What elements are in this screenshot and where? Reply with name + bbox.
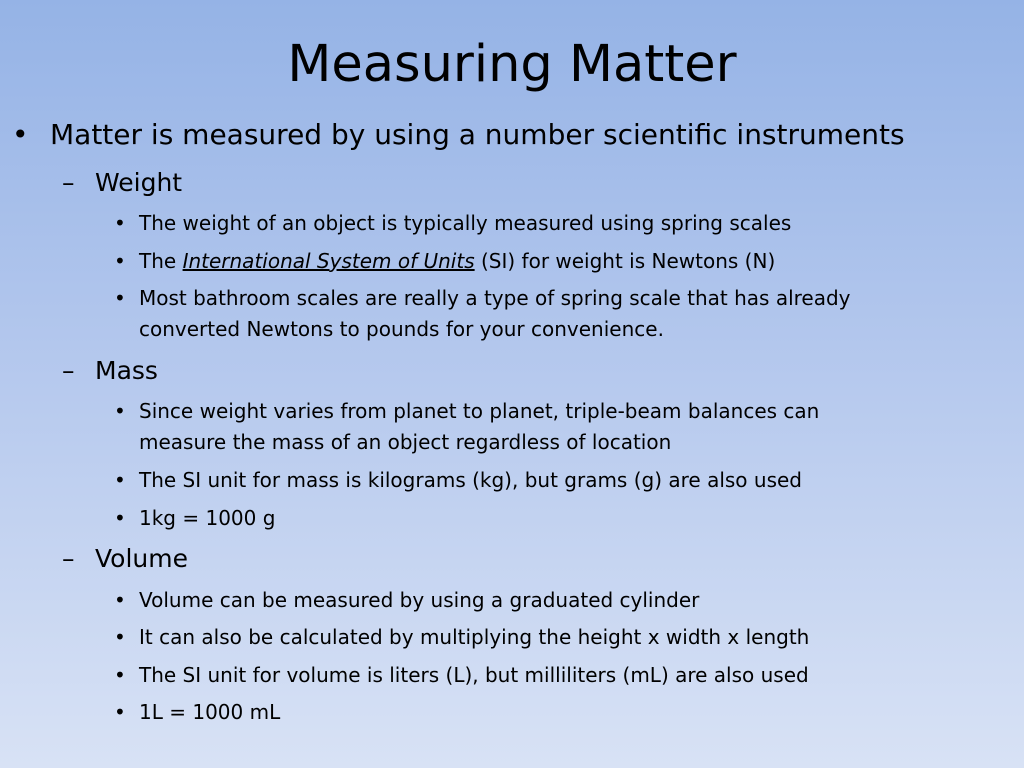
slide-title: Measuring Matter	[287, 35, 737, 94]
volume-item-2	[114, 622, 810, 653]
volume-item-2-text: It can also be calculated by multiplying the height x width x length	[139, 625, 810, 649]
mass-item-3-text: 1kg = 1000 g	[139, 506, 276, 530]
weight-item-3-line1: Most bathroom scales are really a type of spring scale that has already	[139, 286, 851, 310]
weight-item-2-suffix: (SI) for weight is Newtons (N)	[474, 249, 776, 273]
main-bullet-text: Matter is measured by using a number scientific instruments	[50, 118, 905, 151]
weight-item-3-line2: converted Newtons to pounds for your convenience.	[139, 317, 664, 341]
bullet-icon: •	[114, 663, 126, 687]
bullet-icon: •	[114, 468, 126, 492]
bullet-icon: •	[114, 700, 126, 724]
weight-item-2-prefix: The	[139, 249, 183, 273]
volume-item-3	[114, 660, 809, 691]
volume-item-4	[114, 697, 281, 728]
mass-item-1	[114, 396, 820, 458]
mass-item-2-text: The SI unit for mass is kilograms (kg), but grams (g) are also used	[139, 468, 802, 492]
volume-item-1	[114, 585, 700, 616]
mass-heading-text: Mass	[95, 356, 158, 385]
bullet-icon: •	[114, 249, 126, 273]
dash-icon: –	[62, 356, 75, 385]
volume-heading	[62, 542, 188, 576]
weight-item-1	[114, 208, 792, 239]
mass-item-2	[114, 465, 802, 496]
weight-heading-text: Weight	[95, 168, 183, 197]
dash-icon: –	[62, 168, 75, 197]
bullet-icon: •	[12, 118, 29, 151]
si-link[interactable]: International System of Units	[182, 249, 475, 273]
bullet-icon: •	[114, 286, 126, 310]
volume-heading-text: Volume	[95, 544, 188, 573]
volume-item-4-text: 1L = 1000 mL	[139, 700, 281, 724]
mass-item-1-line2: measure the mass of an object regardless of location	[139, 430, 672, 454]
bullet-icon: •	[114, 506, 126, 530]
bullet-icon: •	[114, 588, 126, 612]
volume-item-1-text: Volume can be measured by using a graduated cylinder	[139, 588, 700, 612]
bullet-icon: •	[114, 399, 126, 423]
weight-item-1-text: The weight of an object is typically measured using spring scales	[139, 211, 792, 235]
bullet-icon: •	[114, 625, 126, 649]
main-bullet	[12, 115, 905, 155]
weight-heading	[62, 166, 183, 200]
mass-item-1-line1: Since weight varies from planet to planet, triple-beam balances can	[139, 399, 820, 423]
dash-icon: –	[62, 544, 75, 573]
mass-item-3	[114, 503, 276, 534]
weight-item-2	[114, 246, 776, 277]
mass-heading	[62, 354, 158, 388]
bullet-icon: •	[114, 211, 126, 235]
weight-item-3	[114, 283, 851, 345]
volume-item-3-text: The SI unit for volume is liters (L), but milliliters (mL) are also used	[139, 663, 809, 687]
